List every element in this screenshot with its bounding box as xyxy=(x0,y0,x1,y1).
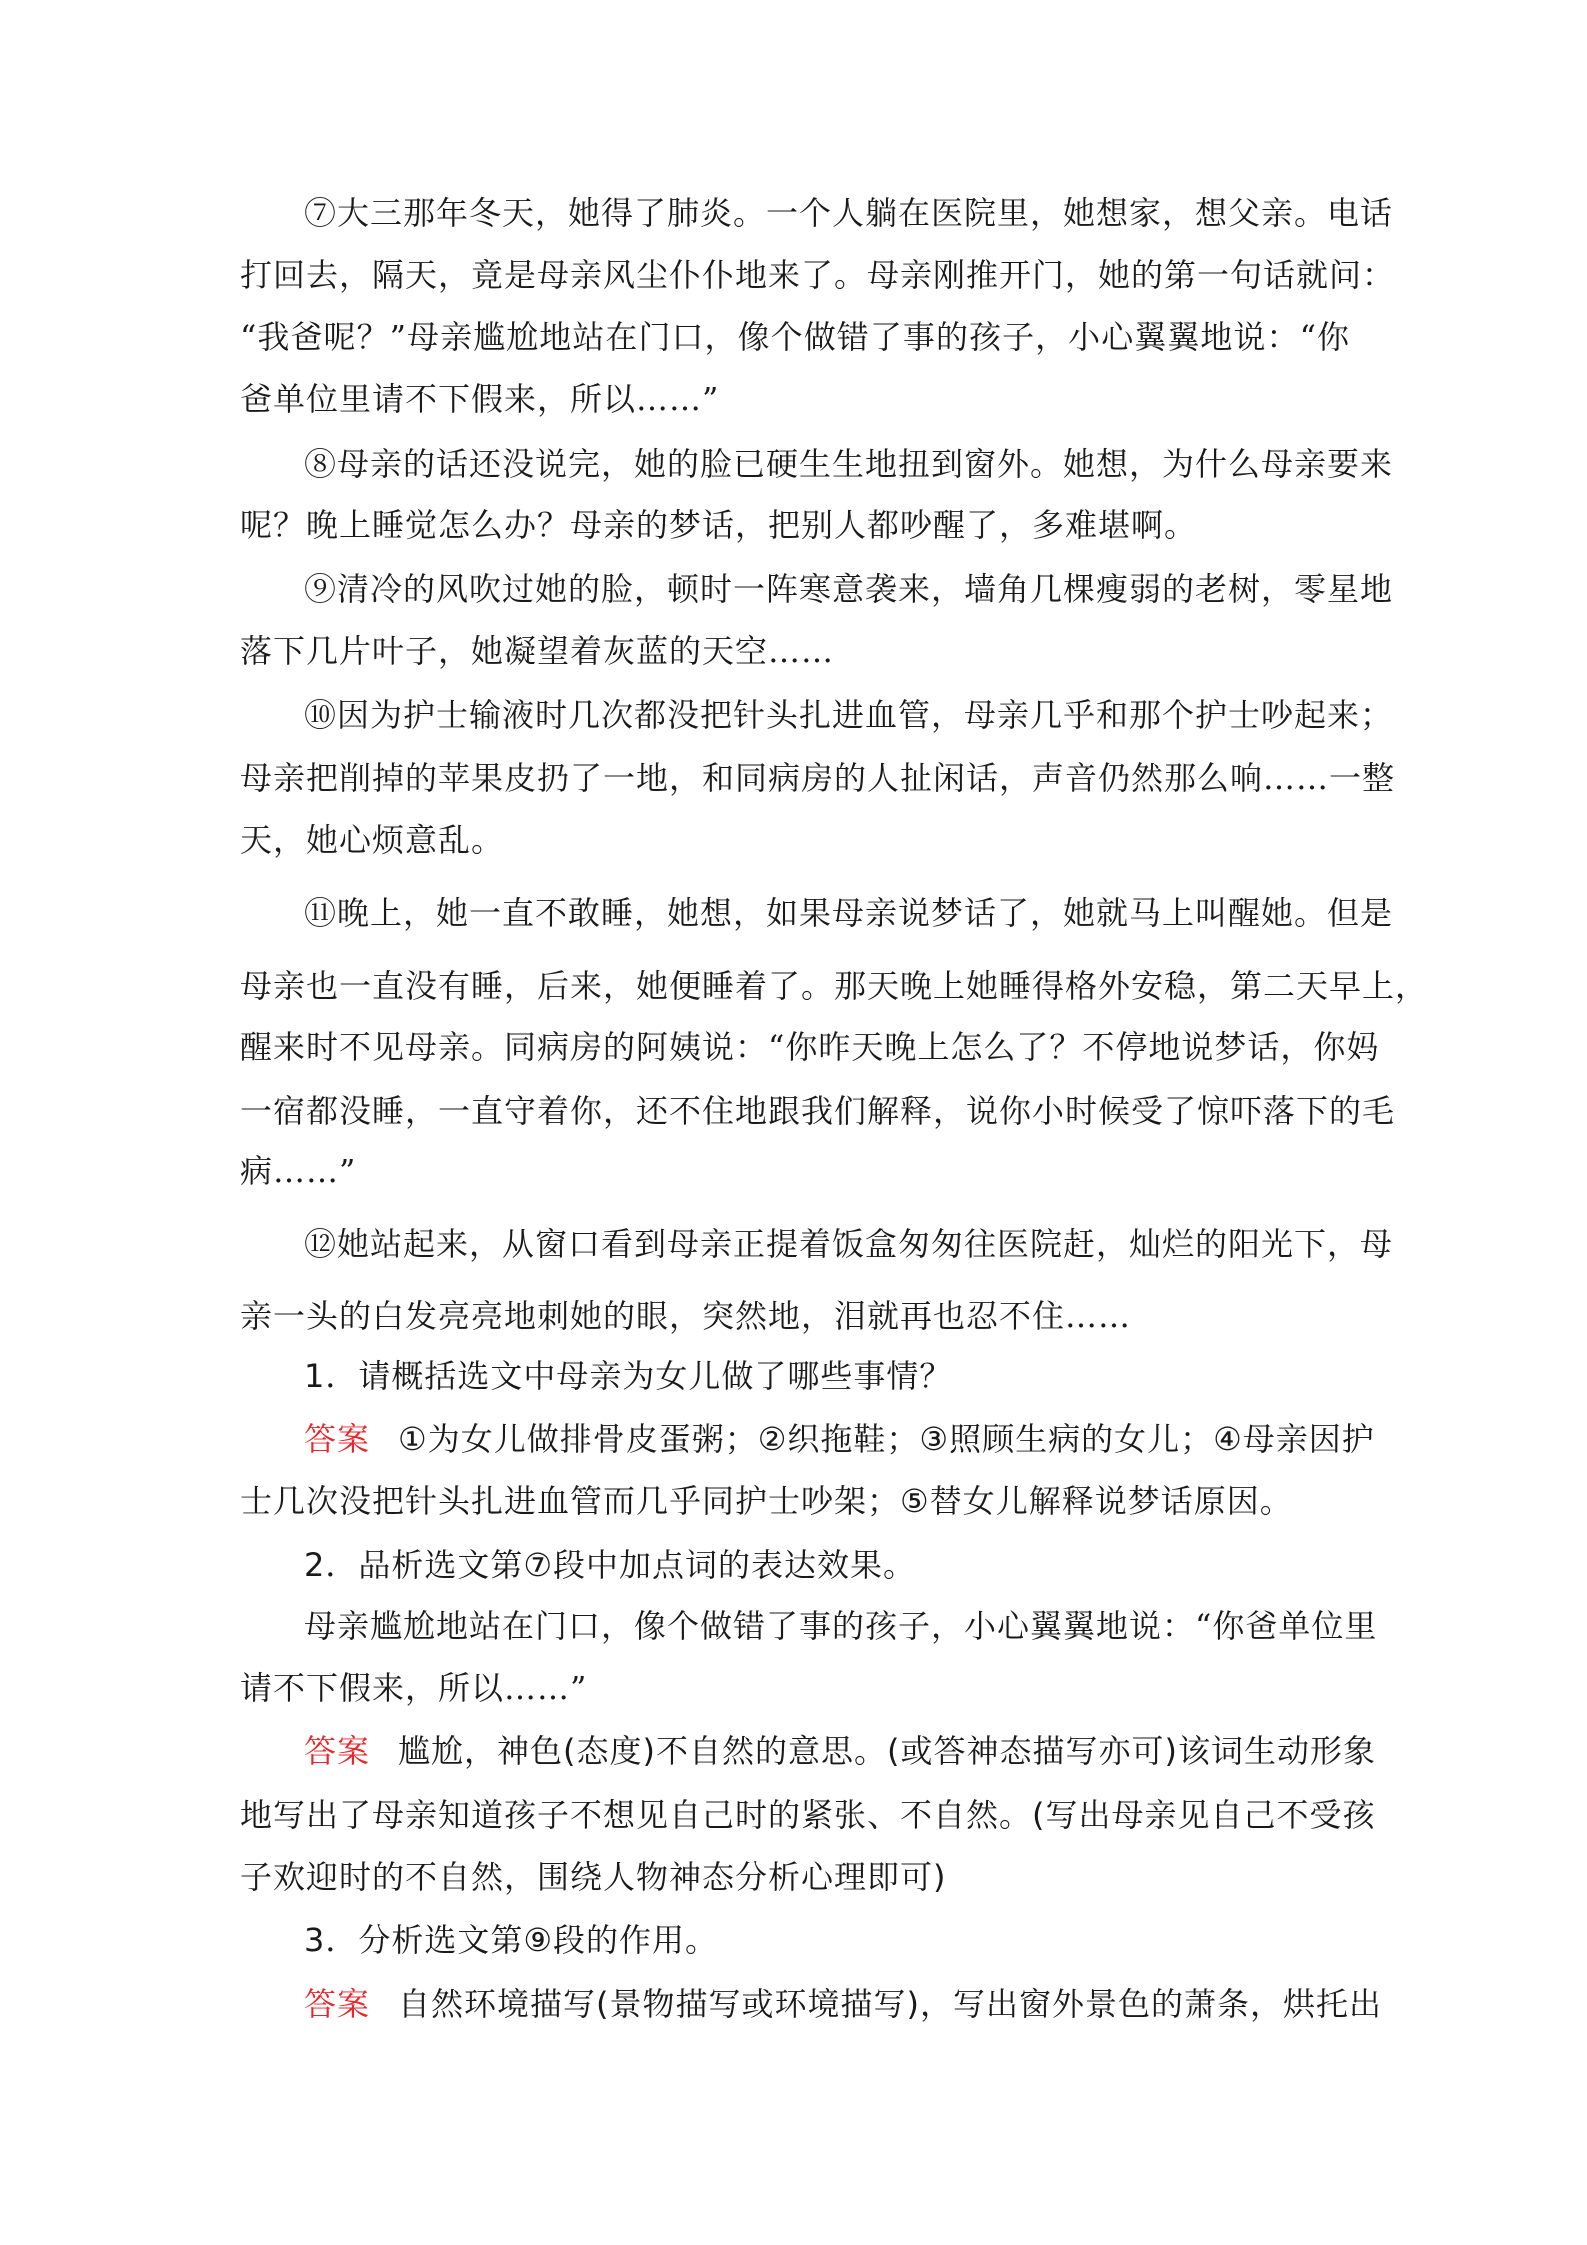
passage-line: ⑪晚上，她一直不敢睡，她想，如果母亲说梦话了，她就马上叫醒她。但是 xyxy=(304,894,1394,932)
passage-line: 爸单位里请不下假来，所以……” xyxy=(240,380,720,418)
passage-line: ⑧母亲的话还没说完，她的脸已硬生生地扭到窗外。她想，为什么母亲要来 xyxy=(304,445,1394,483)
passage-line: 落下几片叶子，她凝望着灰蓝的天空…… xyxy=(240,632,835,670)
answer-label: 答案 xyxy=(304,1732,371,1770)
question-2-quote-continued: 请不下假来，所以……” xyxy=(240,1669,588,1707)
question-2: 2．品析选文第⑦段中加点词的表达效果。 xyxy=(304,1546,917,1584)
passage-line: 一宿都没睡，一直守着你，还不住地跟我们解释，说你小时候受了惊吓落下的毛 xyxy=(240,1092,1396,1130)
passage-line: 亲一头的白发亮亮地刺她的眼，突然地，泪就再也忍不住…… xyxy=(240,1297,1132,1335)
answer-1-continued: 士几次没把针头扎进血管而几乎同护士吵架；⑤替女儿解释说梦话原因。 xyxy=(240,1482,1293,1520)
passage-line: 天，她心烦意乱。 xyxy=(240,821,505,859)
passage-line: ⑨清冷的风吹过她的脸，顿时一阵寒意袭来，墙角几棵瘦弱的老树，零星地 xyxy=(304,570,1394,608)
passage-line: 母亲把削掉的苹果皮扔了一地，和同病房的人扯闲话，声音仍然那么响……一整 xyxy=(240,759,1396,797)
answer-text: ①为女儿做排骨皮蛋粥；②织拖鞋；③照顾生病的女儿；④母亲因护 xyxy=(398,1420,1375,1458)
passage-line: 醒来时不见母亲。同病房的阿姨说：“你昨天晚上怎么了？不停地说梦话，你妈 xyxy=(240,1028,1380,1066)
answer-1 xyxy=(240,1417,1375,1461)
question-2-quote: 母亲尴尬地站在门口，像个做错了事的孩子，小心翼翼地说：“你爸单位里 xyxy=(304,1607,1378,1645)
answer-2 xyxy=(240,1729,1376,1773)
answer-2-continued: 地写出了母亲知道孩子不想见自己时的紧张、不自然。(写出母亲见自己不受孩 xyxy=(240,1796,1376,1834)
passage-line: “我爸呢？”母亲尴尬地站在门口，像个做错了事的孩子，小心翼翼地说：“你 xyxy=(240,318,1350,356)
question-3: 3．分析选文第⑨段的作用。 xyxy=(304,1921,719,1959)
passage-line: ⑩因为护士输液时几次都没把针头扎进血管，母亲几乎和那个护士吵起来； xyxy=(304,696,1394,734)
answer-label: 答案 xyxy=(304,1985,371,2023)
answer-3 xyxy=(240,1982,1382,2026)
answer-label: 答案 xyxy=(304,1420,371,1458)
passage-line: ⑦大三那年冬天，她得了肺炎。一个人躺在医院里，她想家，想父亲。电话 xyxy=(304,194,1394,232)
passage-line: ⑫她站起来，从窗口看到母亲正提着饭盒匆匆往医院赶，灿烂的阳光下，母 xyxy=(304,1225,1394,1263)
answer-2-continued: 子欢迎时的不自然，围绕人物神态分析心理即可) xyxy=(240,1858,947,1896)
answer-text: 自然环境描写(景物描写或环境描写)，写出窗外景色的萧条，烘托出 xyxy=(398,1985,1382,2023)
answer-text: 尴尬，神色(态度)不自然的意思。(或答神态描写亦可)该词生动形象 xyxy=(398,1732,1376,1770)
passage-line: 打回去，隔天，竟是母亲风尘仆仆地来了。母亲刚推开门，她的第一句话就问： xyxy=(240,256,1396,294)
question-1: 1．请概括选文中母亲为女儿做了哪些事情？ xyxy=(304,1357,953,1395)
passage-line: 母亲也一直没有睡，后来，她便睡着了。那天晚上她睡得格外安稳，第二天早上， xyxy=(240,967,1429,1005)
passage-line: 病……” xyxy=(240,1152,357,1190)
passage-line: 呢？晚上睡觉怎么办？母亲的梦话，把别人都吵醒了，多难堪啊。 xyxy=(240,506,1198,544)
